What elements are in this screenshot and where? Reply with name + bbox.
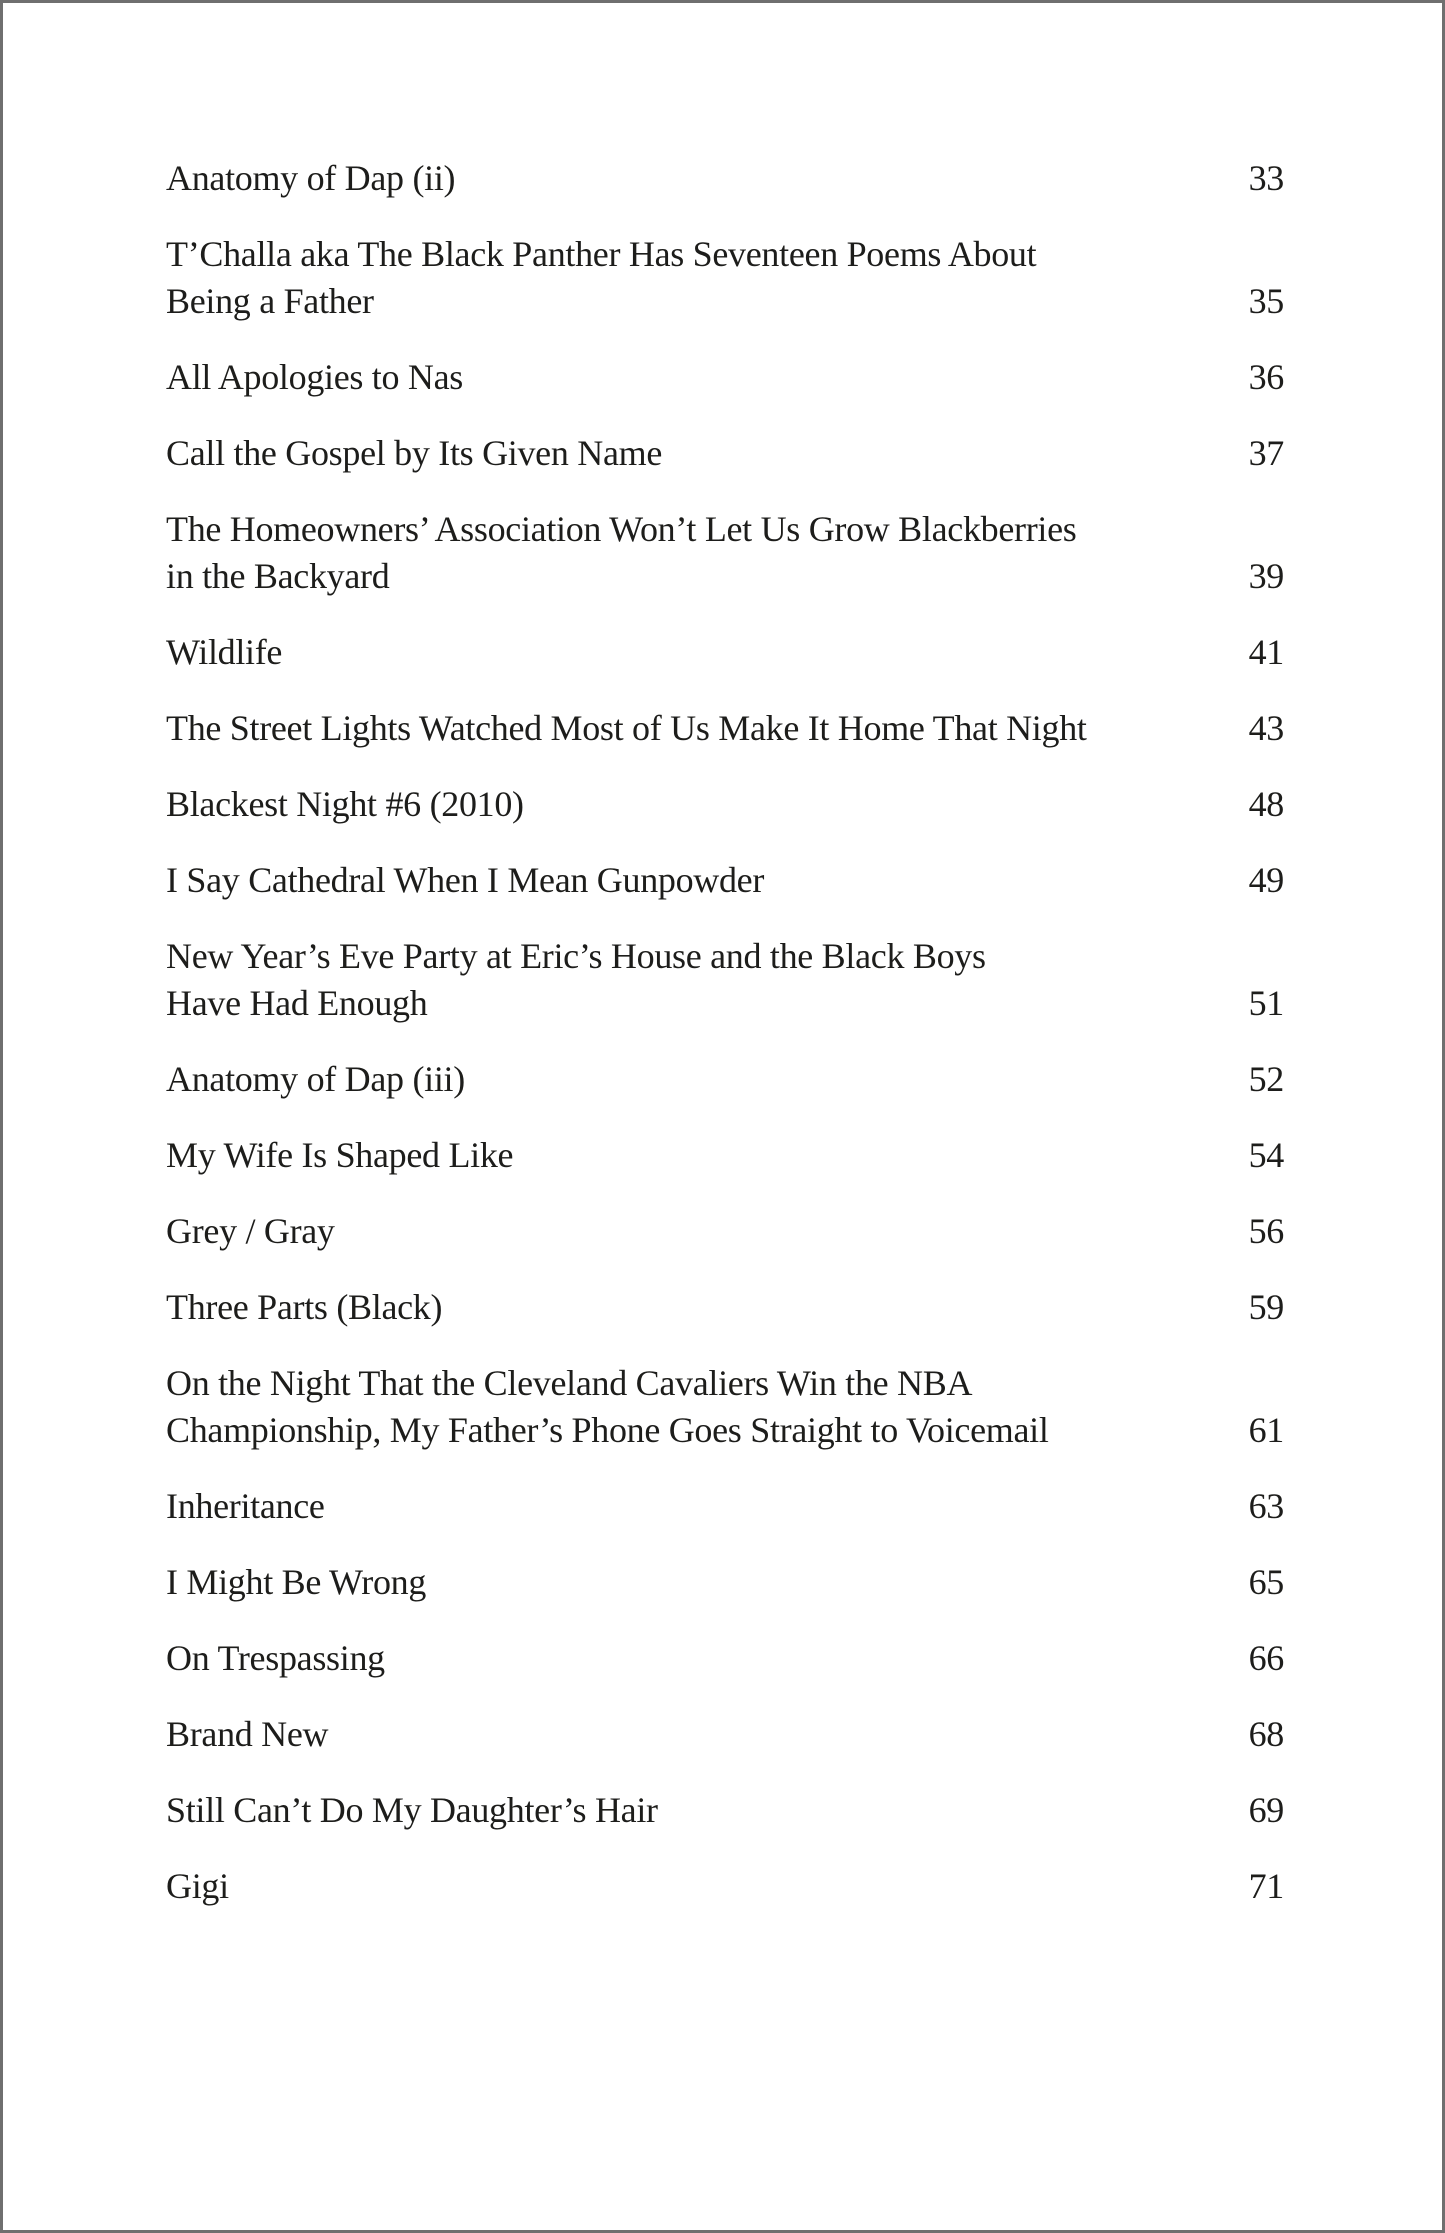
toc-entry-title-line: Gigi	[166, 1866, 229, 1906]
toc-entry-page-number: 41	[1248, 632, 1284, 672]
toc-entry-page-number: 36	[1248, 357, 1284, 397]
toc-entry	[166, 231, 1284, 325]
toc-entry-title	[166, 1635, 1249, 1682]
toc-entry	[166, 781, 1284, 828]
toc-entry-title-line: New Year’s Eve Party at Eric’s House and the Black Boys	[166, 936, 986, 976]
toc-entry-page-number: 59	[1248, 1287, 1284, 1327]
toc-entry-page-number: 56	[1248, 1211, 1284, 1251]
toc-entry-title-line: in the Backyard	[166, 556, 390, 596]
toc-entry-title	[166, 231, 1249, 325]
toc-entry-page-number: 63	[1248, 1486, 1284, 1526]
toc-entry-page-number: 52	[1248, 1059, 1284, 1099]
toc-entry-page-number: 48	[1248, 784, 1284, 824]
toc-entry-title	[166, 506, 1249, 600]
toc-entry-page-number: 69	[1248, 1790, 1284, 1830]
toc-entry-title-line: Wildlife	[166, 632, 283, 672]
toc-entry	[166, 857, 1284, 904]
toc-entry-title-line: Blackest Night #6 (2010)	[166, 784, 524, 824]
toc-entry-page-number: 35	[1248, 281, 1284, 321]
toc-entry-title	[166, 155, 1249, 202]
toc-entry-title-line: Being a Father	[166, 281, 374, 321]
toc-entry	[166, 1208, 1284, 1255]
toc-entry	[166, 1056, 1284, 1103]
toc-entry	[166, 629, 1284, 676]
toc-entry-page-number: 51	[1248, 983, 1284, 1023]
toc-entry-page-number: 68	[1248, 1714, 1284, 1754]
toc-entry-title-line: My Wife Is Shaped Like	[166, 1135, 514, 1175]
toc-entry-title-line: On the Night That the Cleveland Cavaliers Win the NBA	[166, 1363, 973, 1403]
toc-entry-title-line: Inheritance	[166, 1486, 325, 1526]
toc-entry-title-line: Brand New	[166, 1714, 329, 1754]
toc-entry-title-line: All Apologies to Nas	[166, 357, 463, 397]
toc-entry-title-line: Three Parts (Black)	[166, 1287, 443, 1327]
toc-entry	[166, 506, 1284, 600]
toc-entry-page-number: 54	[1248, 1135, 1284, 1175]
toc-entry-title	[166, 933, 1249, 1027]
toc-entry-title	[166, 1483, 1249, 1530]
toc-entry-title-line: T’Challa aka The Black Panther Has Seventeen Poems About	[166, 234, 1037, 274]
toc-entry-title	[166, 781, 1249, 828]
toc-entry-title-line: Championship, My Father’s Phone Goes Straight to Voicemail	[166, 1410, 1049, 1450]
toc-entry-title-line: The Homeowners’ Association Won’t Let Us Grow Blackberries	[166, 509, 1077, 549]
toc-entry-title-line: The Street Lights Watched Most of Us Make It Home That Night	[166, 708, 1087, 748]
toc-entry	[166, 705, 1284, 752]
toc-entry-title	[166, 1208, 1249, 1255]
toc-entry-title-line: Anatomy of Dap (iii)	[166, 1059, 465, 1099]
toc-entry-page-number: 65	[1248, 1562, 1284, 1602]
toc-entry-page-number: 37	[1248, 433, 1284, 473]
toc-entry-title	[166, 629, 1249, 676]
toc-entry	[166, 1635, 1284, 1682]
toc-entry-page-number: 71	[1248, 1866, 1284, 1906]
toc-entry-title-line: Anatomy of Dap (ii)	[166, 158, 456, 198]
toc-entry-title-line: I Say Cathedral When I Mean Gunpowder	[166, 860, 765, 900]
toc-entry	[166, 354, 1284, 401]
toc-entry-page-number: 66	[1248, 1638, 1284, 1678]
toc-entry-title	[166, 1787, 1249, 1834]
toc-entry-title	[166, 1711, 1249, 1758]
toc-entry-title	[166, 705, 1249, 752]
toc-entry-page-number: 39	[1248, 556, 1284, 596]
toc-entry-page-number: 33	[1248, 158, 1284, 198]
toc-entry-title	[166, 1559, 1249, 1606]
toc-entry-title-line: Have Had Enough	[166, 983, 428, 1023]
toc-entry	[166, 1559, 1284, 1606]
toc-entry-title-line: On Trespassing	[166, 1638, 385, 1678]
toc-entry-title	[166, 1132, 1249, 1179]
toc-entry-page-number: 61	[1248, 1410, 1284, 1450]
toc-entry	[166, 1863, 1284, 1910]
toc-entry-title	[166, 1863, 1249, 1910]
toc-entry-title	[166, 430, 1249, 477]
toc-entry	[166, 1284, 1284, 1331]
toc-entry-title	[166, 1056, 1249, 1103]
toc-entry-title-line: Call the Gospel by Its Given Name	[166, 433, 662, 473]
table-of-contents	[166, 155, 1284, 1939]
toc-entry-page-number: 49	[1248, 860, 1284, 900]
toc-entry	[166, 933, 1284, 1027]
toc-entry	[166, 1711, 1284, 1758]
toc-entry	[166, 1132, 1284, 1179]
toc-entry	[166, 1787, 1284, 1834]
toc-entry-page-number: 43	[1248, 708, 1284, 748]
toc-entry-title	[166, 354, 1249, 401]
toc-entry-title-line: I Might Be Wrong	[166, 1562, 427, 1602]
toc-entry	[166, 1360, 1284, 1454]
toc-entry-title	[166, 1284, 1249, 1331]
toc-entry-title-line: Grey / Gray	[166, 1211, 335, 1251]
toc-entry	[166, 1483, 1284, 1530]
toc-entry	[166, 430, 1284, 477]
toc-entry-title	[166, 1360, 1249, 1454]
toc-entry	[166, 155, 1284, 202]
toc-entry-title	[166, 857, 1249, 904]
toc-entry-title-line: Still Can’t Do My Daughter’s Hair	[166, 1790, 658, 1830]
